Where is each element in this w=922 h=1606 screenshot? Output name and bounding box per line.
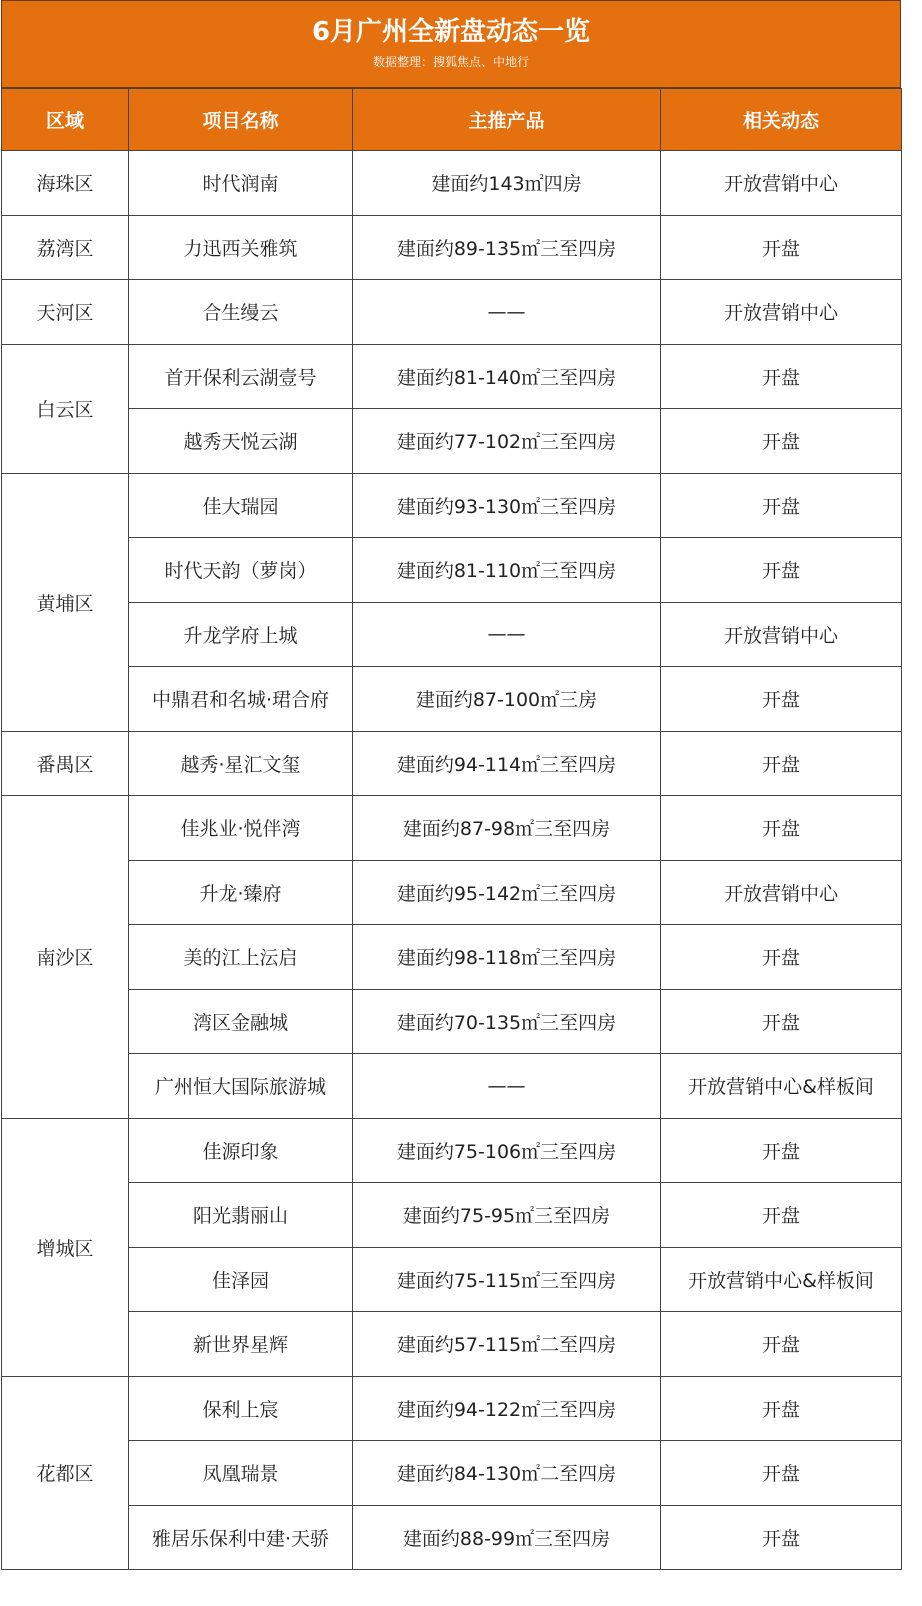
main-product-cell: 建面约75-106㎡三至四房	[353, 1118, 661, 1183]
district-cell: 增城区	[2, 1118, 129, 1376]
district-cell: 天河区	[2, 280, 129, 345]
new-projects-table	[1, 88, 902, 1570]
main-product-cell: 建面约89-135㎡三至四房	[353, 215, 661, 280]
main-product-cell: 建面约93-130㎡三至四房	[353, 473, 661, 538]
status-cell: 开放营销中心	[661, 860, 902, 925]
project-name-cell: 时代润南	[129, 151, 353, 216]
main-product-cell: 建面约95-142㎡三至四房	[353, 860, 661, 925]
status-cell: 开盘	[661, 1312, 902, 1377]
table-row	[2, 796, 902, 861]
table-body	[2, 151, 902, 1570]
table-row	[2, 989, 902, 1054]
table-row	[2, 1183, 902, 1248]
project-name-cell: 越秀天悦云湖	[129, 409, 353, 474]
project-name-cell: 力迅西关雅筑	[129, 215, 353, 280]
project-name-cell: 佳兆业·悦伴湾	[129, 796, 353, 861]
table-row	[2, 215, 902, 280]
status-cell: 开盘	[661, 796, 902, 861]
main-product-cell: 建面约70-135㎡三至四房	[353, 989, 661, 1054]
table-row	[2, 1247, 902, 1312]
status-cell: 开放营销中心	[661, 280, 902, 345]
status-cell: 开放营销中心&样板间	[661, 1054, 902, 1119]
status-cell: 开放营销中心	[661, 602, 902, 667]
status-cell: 开放营销中心&样板间	[661, 1247, 902, 1312]
project-name-cell: 首开保利云湖壹号	[129, 344, 353, 409]
data-source-note: 数据整理：搜狐焦点、中地行	[372, 55, 529, 69]
main-product-cell: 建面约87-100㎡三房	[353, 667, 661, 732]
infographic	[1, 0, 901, 1570]
page-title: 6月广州全新盘动态一览	[311, 17, 591, 47]
table-row	[2, 151, 902, 216]
district-cell: 黄埔区	[2, 473, 129, 731]
main-product-cell: 建面约94-122㎡三至四房	[353, 1376, 661, 1441]
table-row	[2, 473, 902, 538]
status-cell: 开盘	[661, 1183, 902, 1248]
project-name-cell: 广州恒大国际旅游城	[129, 1054, 353, 1119]
project-name-cell: 越秀·星汇文玺	[129, 731, 353, 796]
district-cell: 番禺区	[2, 731, 129, 796]
project-name-cell: 中鼎君和名城·珺合府	[129, 667, 353, 732]
column-header-project: 项目名称	[129, 89, 353, 151]
table-row	[2, 1441, 902, 1506]
main-product-cell: 建面约81-110㎡三至四房	[353, 538, 661, 603]
main-product-cell: 建面约57-115㎡二至四房	[353, 1312, 661, 1377]
status-cell: 开盘	[661, 344, 902, 409]
project-name-cell: 美的江上沄启	[129, 925, 353, 990]
project-name-cell: 新世界星辉	[129, 1312, 353, 1377]
table-row	[2, 1376, 902, 1441]
status-cell: 开盘	[661, 989, 902, 1054]
table-row	[2, 860, 902, 925]
table-row	[2, 925, 902, 990]
status-cell: 开盘	[661, 667, 902, 732]
district-cell: 海珠区	[2, 151, 129, 216]
table-row	[2, 538, 902, 603]
status-cell: 开盘	[661, 409, 902, 474]
project-name-cell: 佳泽园	[129, 1247, 353, 1312]
project-name-cell: 佳大瑞园	[129, 473, 353, 538]
table-row	[2, 1312, 902, 1377]
district-cell: 荔湾区	[2, 215, 129, 280]
table-row	[2, 409, 902, 474]
main-product-cell: 建面约81-140㎡三至四房	[353, 344, 661, 409]
main-product-cell: 建面约84-130㎡二至四房	[353, 1441, 661, 1506]
main-product-cell: ——	[353, 602, 661, 667]
project-name-cell: 湾区金融城	[129, 989, 353, 1054]
table-row	[2, 1505, 902, 1570]
table-row	[2, 731, 902, 796]
column-header-status: 相关动态	[661, 89, 902, 151]
title-banner	[1, 0, 901, 88]
table-row	[2, 1054, 902, 1119]
project-name-cell: 阳光翡丽山	[129, 1183, 353, 1248]
project-name-cell: 合生缦云	[129, 280, 353, 345]
status-cell: 开盘	[661, 1376, 902, 1441]
table-row	[2, 1118, 902, 1183]
main-product-cell: ——	[353, 1054, 661, 1119]
district-cell: 白云区	[2, 344, 129, 473]
table-row	[2, 667, 902, 732]
table-row	[2, 280, 902, 345]
status-cell: 开盘	[661, 1441, 902, 1506]
table-row	[2, 602, 902, 667]
main-product-cell: 建面约98-118㎡三至四房	[353, 925, 661, 990]
district-cell: 花都区	[2, 1376, 129, 1570]
project-name-cell: 保利上宸	[129, 1376, 353, 1441]
district-cell: 南沙区	[2, 796, 129, 1119]
project-name-cell: 凤凰瑞景	[129, 1441, 353, 1506]
status-cell: 开盘	[661, 731, 902, 796]
status-cell: 开盘	[661, 1505, 902, 1570]
status-cell: 开放营销中心	[661, 151, 902, 216]
main-product-cell: 建面约77-102㎡三至四房	[353, 409, 661, 474]
status-cell: 开盘	[661, 925, 902, 990]
main-product-cell: ——	[353, 280, 661, 345]
column-header-district: 区域	[2, 89, 129, 151]
status-cell: 开盘	[661, 538, 902, 603]
project-name-cell: 升龙学府上城	[129, 602, 353, 667]
column-header-product: 主推产品	[353, 89, 661, 151]
main-product-cell: 建面约87-98㎡三至四房	[353, 796, 661, 861]
project-name-cell: 雅居乐保利中建·天骄	[129, 1505, 353, 1570]
main-product-cell: 建面约143㎡四房	[353, 151, 661, 216]
project-name-cell: 升龙·臻府	[129, 860, 353, 925]
table-header-row	[2, 89, 902, 151]
status-cell: 开盘	[661, 215, 902, 280]
main-product-cell: 建面约94-114㎡三至四房	[353, 731, 661, 796]
table-row	[2, 344, 902, 409]
main-product-cell: 建面约75-95㎡三至四房	[353, 1183, 661, 1248]
status-cell: 开盘	[661, 1118, 902, 1183]
status-cell: 开盘	[661, 473, 902, 538]
project-name-cell: 佳源印象	[129, 1118, 353, 1183]
main-product-cell: 建面约88-99㎡三至四房	[353, 1505, 661, 1570]
main-product-cell: 建面约75-115㎡三至四房	[353, 1247, 661, 1312]
project-name-cell: 时代天韵（萝岗）	[129, 538, 353, 603]
